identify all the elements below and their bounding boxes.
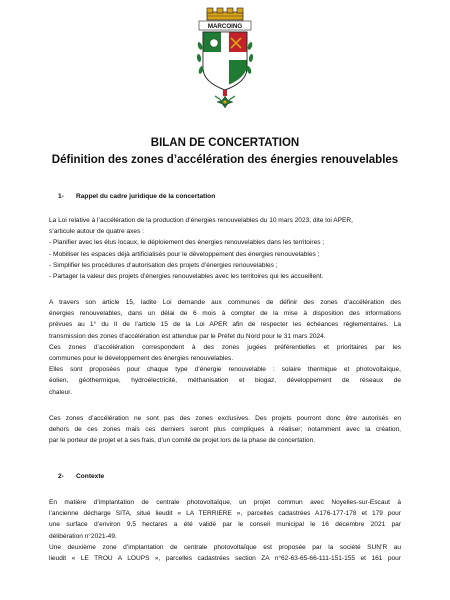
text-line: délibération n°2021-49. [49,532,117,540]
logo-town-name: MARCOING [207,23,243,30]
section-2-paragraph-1 [49,497,401,564]
text-line: l’ancienne décharge SITA, situé lieudit « LA TERRIERE », parcelles cadastrées A176-177-178 et 179 pour [49,510,401,518]
text-line: Ces zones d’accélération correspondent à des zones jugées préférentielles et prioritaires par les [49,343,401,351]
list-item: - Simplifier les procédures d’autorisation des projets d’énergies renouvelables ; [49,261,278,269]
section-2-heading [58,473,104,480]
text-line: lieudit « LE TROU A LOUPS », parcelles cadastrées section ZA n°62-63-65-66-111-151-155 et 161 pour [49,555,401,563]
text-line: énergies renouvelables, dans un délai de 6 mois à compter de la mise à disposition des informations [49,310,401,318]
shield-icon [203,32,247,90]
section-1-title: Rappel du cadre juridique de la concertation [76,193,216,200]
marcoing-coat-of-arms-logo [195,6,255,114]
list-item: - Planifier avec les élus locaux, le déploiement des énergies renouvelables dans les territoires ; [49,239,325,247]
section-1-paragraph-1 [49,215,401,282]
text-line: dehors de ces zones mais ces derniers seront plus compliqués à réaliser; notamment avec la création, [49,426,401,434]
text-line: prévues au 1° du II de l’article 15 de la Loi APER afin de respecter les échéances réglementaires. La [49,321,401,329]
section-2-number: 2- [58,473,64,480]
cross-medal-icon [215,90,235,108]
section-1-paragraph-3 [49,413,401,447]
text-line: En matière d’implantation de centrale photovoltaïque, un projet commun avec Noyelles-sur-Escaut à [49,499,401,506]
section-1-paragraph-2 [49,297,401,398]
section-2-title: Contexte [76,473,105,480]
mural-crown-icon [207,8,243,20]
document-subtitle: Définition des zones d’accélération des énergies renouvelables [51,154,399,166]
list-item: - Partager la valeur des projets d’énergies renouvelables avec les territoires qui les accueillent. [49,273,324,281]
text-line: s’articule autour de quatre axes : [49,228,144,236]
document-title: BILAN DE CONCERTATION [150,137,300,149]
text-line: Elles sont proposées pour chaque type d’énergie renouvelable : solaire thermique et photovoltaïque, [49,366,401,374]
text-line: chaleur. [49,388,72,396]
list-item: - Mobiliser les espaces déjà artificialisés pour le développement des énergies renouvelables ; [49,250,320,258]
text-line: A travers son article 15, ladite Loi demande aux communes de définir des zones d’accélération des [49,299,401,306]
text-line: Une deuxième zone d’implantation de centrale photovoltaïque est proposée par la société SUN’R au [49,543,401,551]
section-1-heading [58,193,215,200]
text-line: une surface d’environ 9,5 hectares a été validé par le conseil municipal le 16 décembre 2021 par [49,521,401,529]
text-line: éolien, géothermique, hydroélectricité, méthanisation et biogaz, développement de réseaux de [49,377,401,385]
text-line: par le porteur de projet et à ses frais, d’un comité de projet lors de la phase de concertation. [49,437,316,445]
text-line: Ces zones d’accélération ne sont pas des zones exclusives. Des projets pourront donc être autorisés en [49,415,401,422]
text-line: communes pour le développement des énergies renouvelables. [49,355,234,363]
text-line: La Loi relative à l’accélération de la production d’énergies renouvelables du 10 mars 2023, dite loi APER, [49,217,353,224]
text-line: transmission des zones d’accélération est attendue par le Préfet du Nord pour le 31 mars 2024. [49,332,326,340]
section-1-number: 1- [58,193,64,200]
